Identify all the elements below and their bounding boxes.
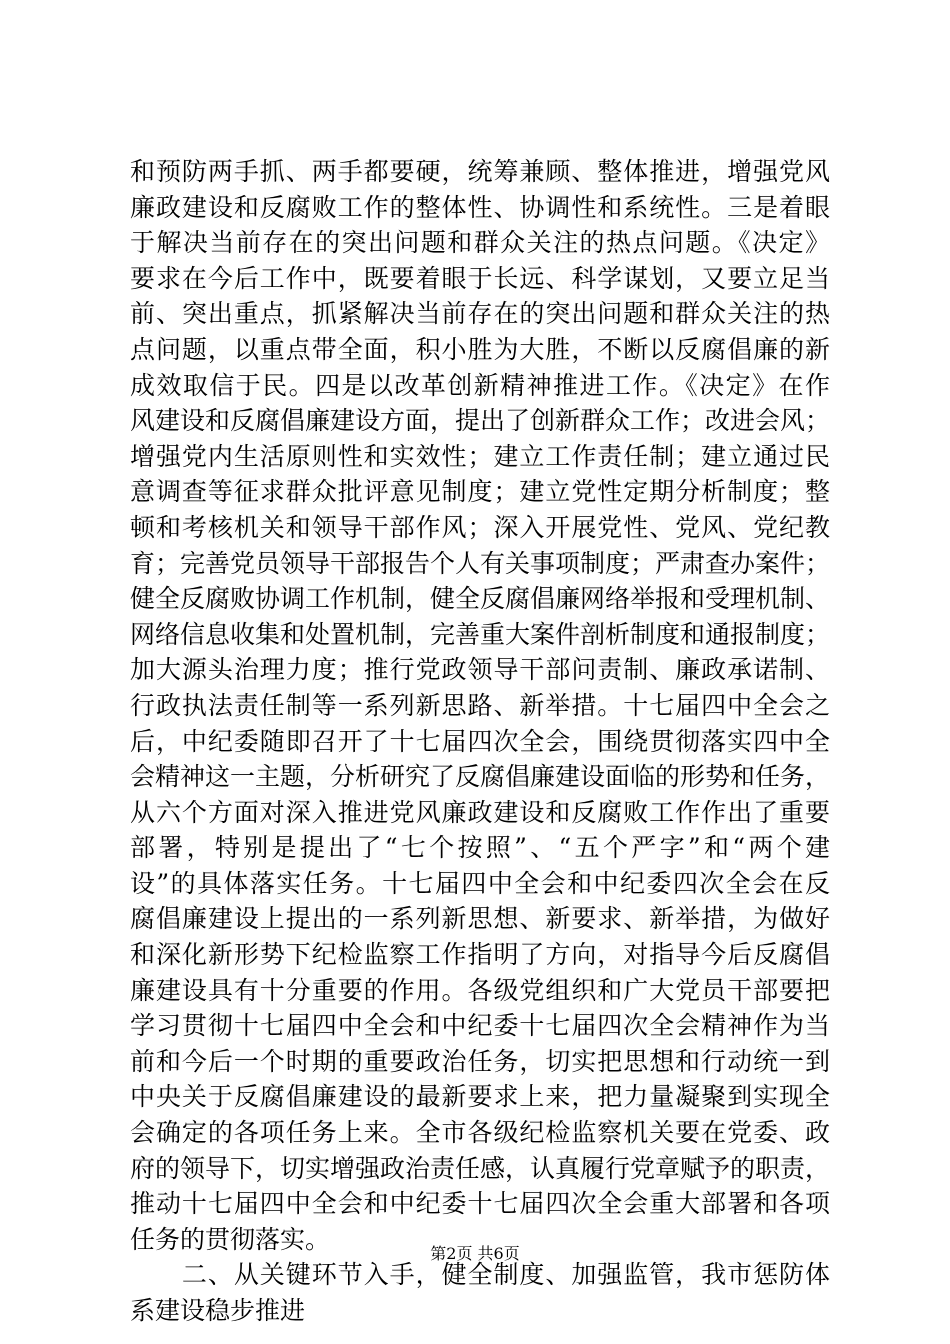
text-line: 廉建设具有十分重要的作用。各级党组织和广大党员干部要把 (130, 975, 830, 1005)
text-line: 部署，特别是提出了“七个按照”、“五个严字”和“两个建 (130, 833, 830, 863)
text-line: 推动十七届四中全会和中纪委十七届四次全会重大部署和各项 (130, 1189, 830, 1219)
paragraph-end-line: 任务的贯彻落实。 (130, 1224, 331, 1254)
text-line: 前和今后一个时期的重要政治任务，切实把思想和行动统一到 (130, 1046, 830, 1076)
text-line: 增强党内生活原则性和实效性；建立工作责任制；建立通过民 (130, 441, 830, 471)
text-line: 育；完善党员领导干部报告个人有关事项制度；严肃查办案件； (130, 548, 831, 578)
text-line: 学习贯彻十七届四中全会和中纪委十七届四次全会精神作为当 (130, 1011, 830, 1041)
text-line: 要求在今后工作中，既要着眼于长远、科学谋划，又要立足当 (130, 263, 830, 293)
section-heading-line: 二、从关键环节入手，健全制度、加强监管，我市惩防体 (130, 1260, 830, 1290)
text-line: 于解决当前存在的突出问题和群众关注的热点问题。《决定》 (130, 228, 830, 258)
text-line: 后，中纪委随即召开了十七届四次全会，围绕贯彻落实四中全 (130, 726, 830, 756)
text-line: 意调查等征求群众批评意见制度；建立党性定期分析制度；整 (130, 477, 830, 507)
page-footer (0, 1244, 950, 1264)
text-line: 从六个方面对深入推进党风廉政建设和反腐败工作作出了重要 (130, 797, 830, 827)
text-line: 会确定的各项任务上来。全市各级纪检监察机关要在党委、政 (130, 1118, 830, 1148)
text-line: 廉政建设和反腐败工作的整体性、协调性和系统性。三是着眼 (130, 192, 830, 222)
text-line: 腐倡廉建设上提出的一系列新思想、新要求、新举措，为做好 (130, 904, 830, 934)
text-line: 行政执法责任制等一系列新思路、新举措。十七届四中全会之 (130, 690, 830, 720)
text-line: 中央关于反腐倡廉建设的最新要求上来，把力量凝聚到实现全 (130, 1082, 830, 1112)
text-line: 成效取信于民。四是以改革创新精神推进工作。《决定》在作 (130, 370, 830, 400)
body-text (130, 154, 830, 1329)
text-line: 顿和考核机关和领导干部作风；深入开展党性、党风、党纪教 (130, 512, 830, 542)
text-line: 府的领导下，切实增强政治责任感，认真履行党章赋予的职责， (130, 1153, 831, 1183)
text-line: 前、突出重点，抓紧解决当前存在的突出问题和群众关注的热 (130, 299, 830, 329)
text-line: 和深化新形势下纪检监察工作指明了方向，对指导今后反腐倡 (130, 940, 830, 970)
text-line: 和预防两手抓、两手都要硬，统筹兼顾、整体推进，增强党风 (130, 157, 830, 186)
text-line: 会精神这一主题，分析研究了反腐倡廉建设面临的形势和任务， (130, 762, 831, 792)
text-line: 点问题，以重点带全面，积小胜为大胜，不断以反腐倡廉的新 (130, 334, 830, 364)
text-line: 设”的具体落实任务。十七届四中全会和中纪委四次全会在反 (130, 868, 830, 898)
page-number-label: 第2页 共6页 (430, 1244, 520, 1263)
text-line: 加大源头治理力度；推行党政领导干部问责制、廉政承诺制、 (130, 655, 830, 685)
section-heading-line: 系建设稳步推进 (130, 1296, 306, 1325)
text-line: 健全反腐败协调工作机制，健全反腐倡廉网络举报和受理机制、 (130, 584, 831, 614)
text-line: 网络信息收集和处置机制，完善重大案件剖析制度和通报制度； (130, 619, 831, 649)
text-line: 风建设和反腐倡廉建设方面，提出了创新群众工作；改进会风； (130, 406, 831, 436)
